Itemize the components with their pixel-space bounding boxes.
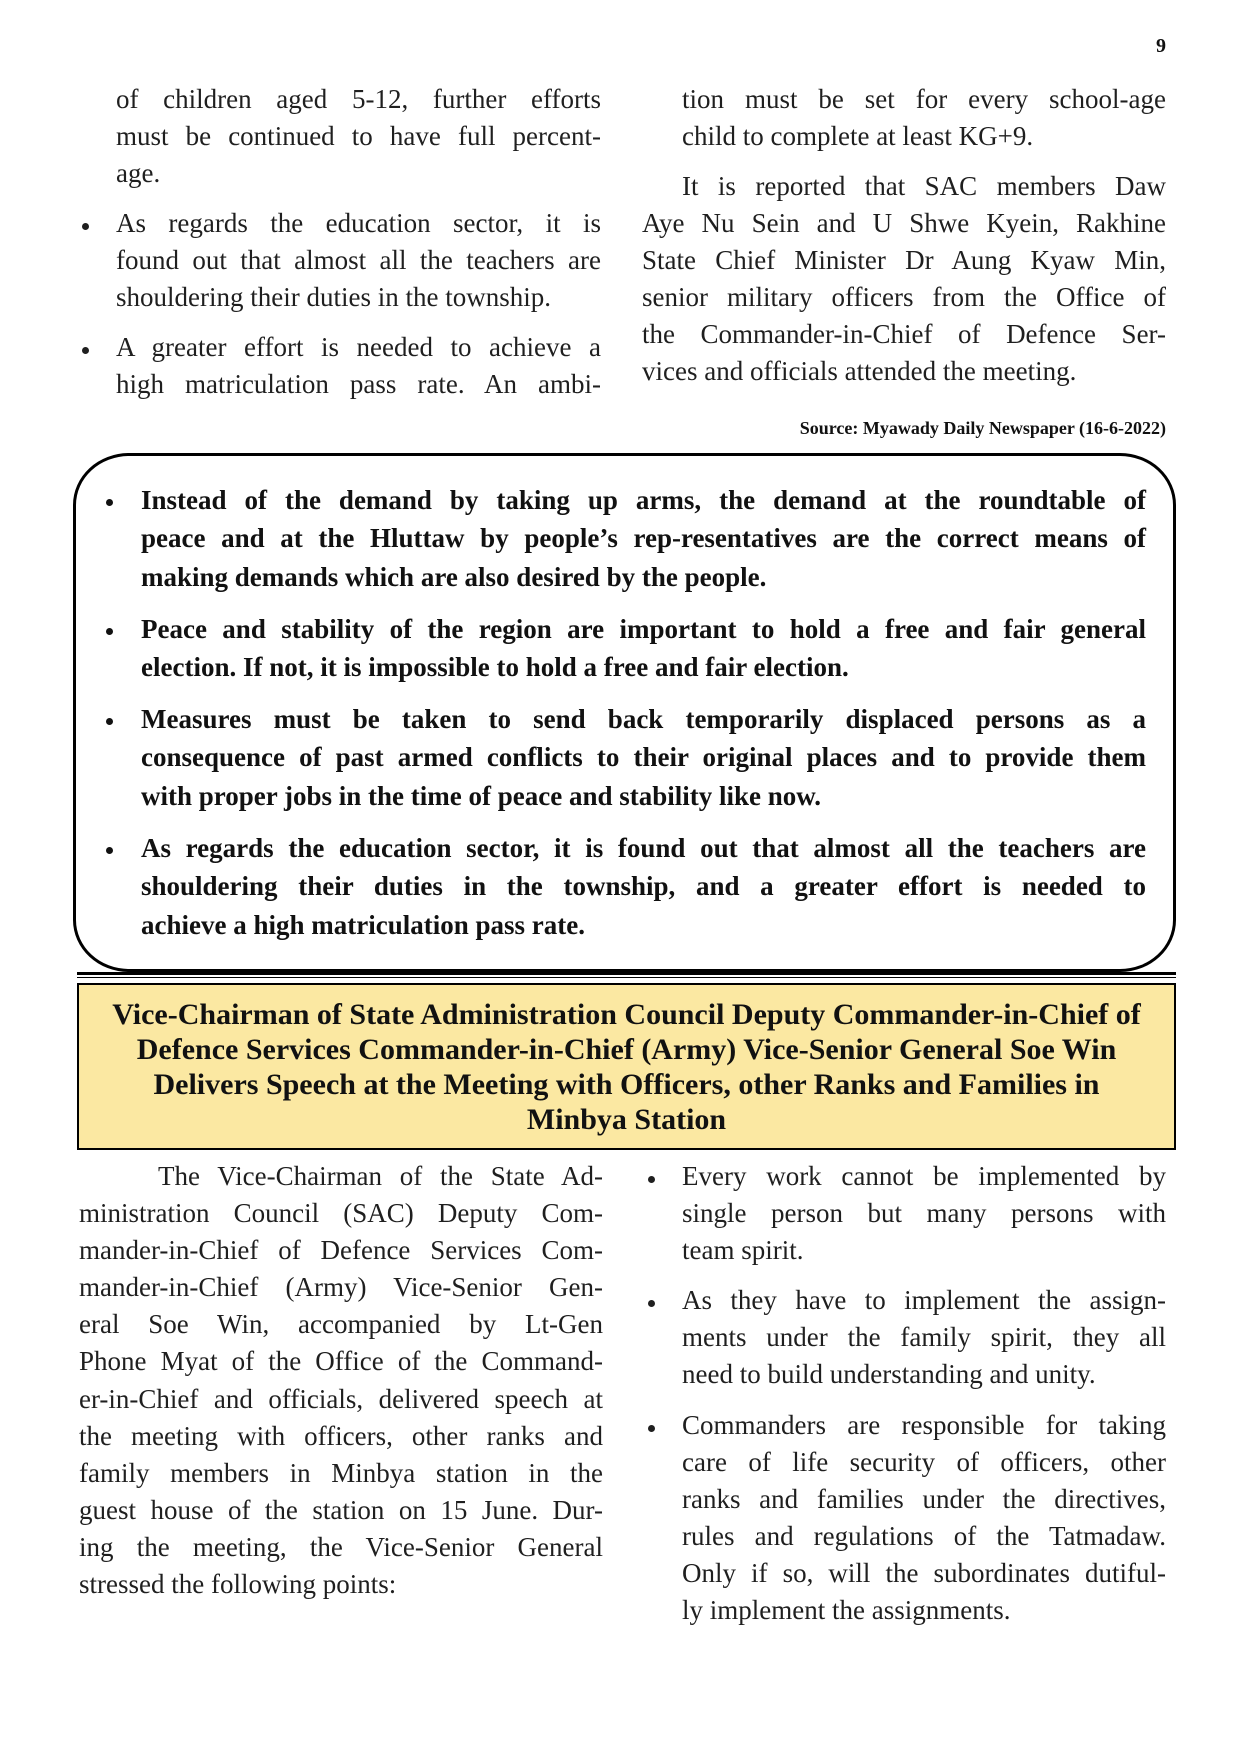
article-title-line: Delivers Speech at the Meeting with Officers, other Ranks and Families in (153, 1068, 1100, 1101)
text-line: team spirit. (682, 1235, 804, 1266)
text-line: ranks and families under the directives, (682, 1484, 1166, 1515)
text-line: must be continued to have full percent- (116, 121, 601, 152)
text-line: Every work cannot be implemented by (682, 1161, 1166, 1191)
text-line: It is reported that SAC members Daw (682, 171, 1166, 201)
text-line: with proper jobs in the time of peace and stability like now. (141, 780, 822, 811)
summary-bullet (141, 481, 1146, 596)
text-line: child to complete at least KG+9. (682, 121, 1034, 152)
summary-bullet (141, 610, 1146, 687)
text-line: senior military officers from the Office of (642, 282, 1166, 313)
text-line: Measures must be taken to send back temporarily displaced persons as a (141, 704, 1146, 734)
text-line: found out that almost all the teachers are (116, 245, 601, 276)
text-line: Commanders are responsible for taking (682, 1410, 1166, 1440)
text-line: achieve a high matriculation pass rate. (141, 909, 585, 940)
bullet-icon (82, 347, 89, 354)
text-line: of children aged 5-12, further efforts (116, 84, 601, 114)
bullet-icon (106, 718, 113, 725)
bullet-icon (648, 1300, 655, 1307)
text-line: rules and regulations of the Tatmadaw. (682, 1521, 1166, 1552)
text-line: family members in Minbya station in the (79, 1457, 603, 1488)
key-point (682, 1407, 1166, 1630)
article-title-line: Vice-Chairman of State Administration Council Deputy Commander-in-Chief of (112, 998, 1141, 1031)
text-line: The Vice-Chairman of the State Ad- (158, 1161, 603, 1191)
text-line: the meeting with officers, other ranks and (79, 1420, 603, 1451)
text-line: ing the meeting, the Vice-Senior General (79, 1531, 603, 1562)
article-title-line: Defence Services Commander-in-Chief (Army) Vice-Senior General Soe Win (136, 1033, 1117, 1066)
text-line: Instead of the demand by taking up arms, the demand at the roundtable of (141, 485, 1146, 515)
bullet-icon (648, 1176, 655, 1183)
text-line: need to build understanding and unity. (682, 1359, 1096, 1390)
summary-bullet (141, 829, 1146, 944)
text-line: As regards the education sector, it is found out that almost all the teachers are (141, 833, 1146, 863)
key-point (682, 1158, 1166, 1269)
text-line: Only if so, will the subordinates dutiful- (682, 1558, 1166, 1589)
text-line: Phone Myat of the Office of the Command- (79, 1346, 603, 1377)
text-line: age. (116, 158, 161, 189)
right-column-continuation (682, 81, 1166, 155)
text-line: ments under the family spirit, they all (682, 1322, 1166, 1353)
text-line: tion must be set for every school-age (682, 84, 1166, 114)
section-divider (77, 972, 1176, 978)
text-line: shouldering their duties in the township, and a greater effort is needed to (141, 871, 1146, 902)
page-number: 9 (1156, 35, 1166, 57)
key-point (682, 1282, 1166, 1393)
text-line: er-in-Chief and officials, delivered speech at (79, 1383, 603, 1414)
summary-bullet (141, 700, 1146, 815)
text-line: Aye Nu Sein and U Shwe Kyein, Rakhine (642, 208, 1166, 239)
bullet-icon (82, 223, 89, 230)
source-credit: Source: Myawady Daily Newspaper (16-6-2022) (799, 418, 1166, 438)
bullet-icon (106, 628, 113, 635)
text-line: the Commander-in-Chief of Defence Ser- (642, 319, 1166, 350)
text-line: State Chief Minister Dr Aung Kyaw Min, (642, 245, 1166, 276)
text-line: A greater effort is needed to achieve a (116, 332, 601, 362)
bullet-icon (106, 847, 113, 854)
text-line: Peace and stability of the region are important to hold a free and fair general (141, 614, 1146, 644)
text-line: eral Soe Win, accompanied by Lt-Gen (79, 1309, 603, 1340)
text-line: election. If not, it is impossible to hold a free and fair election. (141, 652, 849, 683)
text-line: As regards the education sector, it is (116, 208, 601, 238)
text-line: ministration Council (SAC) Deputy Com- (79, 1198, 603, 1229)
bullet-item (116, 205, 601, 316)
text-line: consequence of past armed conflicts to their original places and to provide them (141, 742, 1146, 773)
text-line: stressed the following points: (79, 1569, 397, 1600)
text-line: vices and officials attended the meeting. (642, 356, 1077, 387)
text-line: shouldering their duties in the township. (116, 282, 551, 313)
text-line: ly implement the assignments. (682, 1595, 1011, 1626)
bullet-icon (648, 1425, 655, 1432)
attendees-paragraph (642, 168, 1166, 391)
article-title-box (77, 983, 1176, 1150)
text-line: guest house of the station on 15 June. Dur- (79, 1494, 603, 1525)
text-line: peace and at the Hluttaw by people’s rep-resentatives are the correct means of (141, 523, 1146, 554)
text-line: mander-in-Chief (Army) Vice-Senior Gen- (79, 1272, 603, 1303)
article-title-line: Minbya Station (526, 1103, 727, 1136)
bullet-item (116, 329, 601, 403)
text-line: care of life security of officers, other (682, 1447, 1166, 1478)
summary-box (73, 453, 1176, 972)
text-line: making demands which are also desired by the people. (141, 561, 767, 592)
text-line: single person but many persons with (682, 1198, 1166, 1229)
text-line: mander-in-Chief of Defence Services Com- (79, 1235, 603, 1266)
bullet-icon (106, 499, 113, 506)
text-line: As they have to implement the assign- (682, 1285, 1166, 1315)
intro-paragraph (79, 1158, 603, 1603)
left-column-continuation (116, 81, 601, 192)
text-line: high matriculation pass rate. An ambi- (116, 369, 601, 400)
